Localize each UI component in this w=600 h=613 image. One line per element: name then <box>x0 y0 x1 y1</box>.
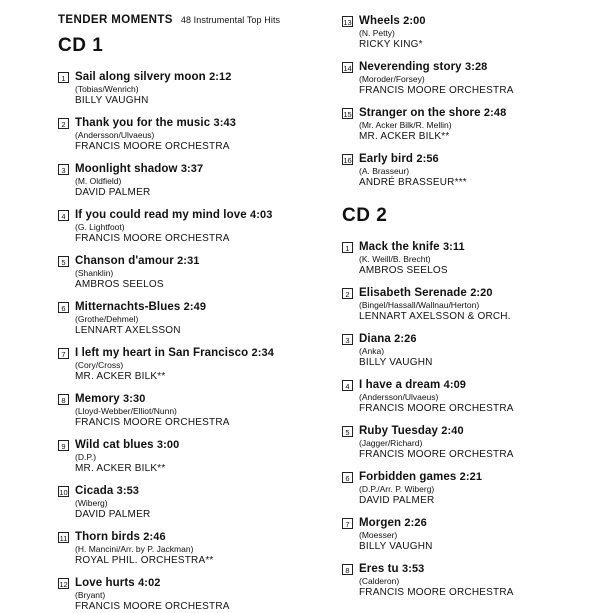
track-artist: FRANCIS MOORE ORCHESTRA <box>75 601 230 612</box>
track-artist: FRANCIS MOORE ORCHESTRA <box>359 449 514 460</box>
track-title: If you could read my mind love <box>75 209 247 221</box>
track-item <box>58 71 290 107</box>
track-artist: DAVID PALMER <box>75 187 151 198</box>
track-number: 11 <box>59 534 68 543</box>
track-credit: (N. Petty) <box>359 28 395 38</box>
track-time: 2:00 <box>403 15 426 27</box>
track-item <box>342 471 578 507</box>
track-item <box>58 301 290 337</box>
track-title-line <box>75 209 290 222</box>
track-artist: MR. ACKER BILK** <box>75 371 166 382</box>
track-credit: (Lloyd-Webber/Elliot/Nunn) <box>75 406 177 416</box>
track-time: 4:03 <box>250 209 273 221</box>
track-number: 4 <box>342 380 353 391</box>
track-item <box>58 439 290 475</box>
track-time: 2:26 <box>404 517 427 529</box>
track-time: 2:34 <box>251 347 274 359</box>
track-credit: (Mr. Acker Bilk/R. Mellin) <box>359 120 452 130</box>
track-credit: (Grothe/Dehmel) <box>75 314 139 324</box>
track-title-line <box>75 439 290 452</box>
track-time: 3:53 <box>401 563 425 575</box>
track-credit: (M. Oldfield) <box>75 176 122 186</box>
track-title-line <box>359 153 578 166</box>
track-number: 13 <box>343 18 352 27</box>
track-item <box>342 61 578 97</box>
track-title-line <box>75 485 290 498</box>
track-credit: (Moroder/Forsey) <box>359 74 425 84</box>
track-item <box>58 347 290 383</box>
track-artist: RICKY KING* <box>359 39 423 50</box>
track-title-line <box>359 563 578 576</box>
track-number: 5 <box>58 256 69 267</box>
track-number: 3 <box>342 334 353 345</box>
track-title: Mack the knife <box>359 241 440 253</box>
track-artist: FRANCIS MOORE ORCHESTRA <box>75 141 230 152</box>
track-credit: (Bryant) <box>75 590 106 600</box>
track-credit: (Calderon) <box>359 576 400 586</box>
track-credit: (Cory/Cross) <box>75 360 124 370</box>
track-artist: MR. ACKER BILK** <box>359 131 450 142</box>
track-title-line <box>359 517 578 530</box>
track-number: 6 <box>342 472 353 483</box>
track-time: 2:46 <box>143 531 166 543</box>
track-artist: AMBROS SEELOS <box>75 279 164 290</box>
track-time: 2:56 <box>416 153 439 165</box>
track-time: 3:11 <box>442 241 465 253</box>
disc-label-cd1: CD 1 <box>58 35 104 56</box>
track-credit: (D.P./Arr. P. Wiberg) <box>359 484 435 494</box>
track-artist: LENNART AXELSSON & ORCH. <box>359 311 511 322</box>
track-number: 4 <box>58 210 69 221</box>
track-artist: FRANCIS MOORE ORCHESTRA <box>359 403 514 414</box>
track-title: Ruby Tuesday <box>359 425 438 437</box>
track-number: 1 <box>342 242 353 253</box>
track-credit: (Tobias/Wenrich) <box>75 84 139 94</box>
track-artist: FRANCIS MOORE ORCHESTRA <box>359 587 514 598</box>
track-credit: (Moesser) <box>359 530 398 540</box>
track-title-line <box>359 241 578 254</box>
track-title: Elisabeth Serenade <box>359 287 467 299</box>
track-item <box>342 517 578 553</box>
track-artist: FRANCIS MOORE ORCHESTRA <box>359 85 514 96</box>
track-time: 3:00 <box>156 439 180 451</box>
track-title-line <box>359 107 578 120</box>
track-number: 9 <box>58 440 69 451</box>
track-time: 3:28 <box>464 61 488 73</box>
track-item <box>342 15 578 51</box>
track-credit: (K. Weill/B. Brecht) <box>359 254 431 264</box>
track-time: 3:43 <box>213 117 236 129</box>
track-title-line <box>359 425 578 438</box>
track-title-line <box>75 393 290 406</box>
track-credit: (Wiberg) <box>75 498 108 508</box>
track-time: 3:53 <box>116 485 140 497</box>
track-title-line <box>359 287 578 300</box>
track-title: Sail along silvery moon <box>75 71 206 83</box>
track-number: 8 <box>58 394 69 405</box>
track-item <box>58 255 290 291</box>
track-time: 4:02 <box>138 577 161 589</box>
track-artist: BILLY VAUGHN <box>75 95 149 106</box>
track-title: Forbidden games <box>359 471 457 483</box>
track-title-line <box>359 15 578 28</box>
track-credit: (Andersson/Ulvaeus) <box>75 130 155 140</box>
track-title-line <box>75 577 290 590</box>
track-title: I left my heart in San Francisco <box>75 347 249 359</box>
track-title: Moonlight shadow <box>75 163 178 175</box>
track-artist: DAVID PALMER <box>359 495 435 506</box>
track-credit: (Anka) <box>359 346 385 356</box>
track-item <box>342 153 578 189</box>
track-credit: (G. Lightfoot) <box>75 222 125 232</box>
track-title: Neverending story <box>359 61 462 73</box>
track-time: 2:12 <box>209 71 232 83</box>
track-number: 2 <box>342 288 353 299</box>
track-artist: FRANCIS MOORE ORCHESTRA <box>75 417 230 428</box>
album-header <box>58 14 290 26</box>
track-item <box>58 577 290 613</box>
track-number: 7 <box>58 348 69 359</box>
track-title: Stranger on the shore <box>359 107 481 119</box>
track-title: Cicada <box>75 485 114 497</box>
track-title-line <box>75 531 290 544</box>
track-title: I have a dream <box>359 379 441 391</box>
track-credit: (A. Brasseur) <box>359 166 410 176</box>
track-time: 3:30 <box>123 393 146 405</box>
track-artist: MR. ACKER BILK** <box>75 463 166 474</box>
track-item <box>58 209 290 245</box>
track-number: 10 <box>59 488 68 497</box>
track-title: Thank you for the music <box>75 117 211 129</box>
track-number: 14 <box>343 64 352 73</box>
track-item <box>342 241 578 277</box>
track-item <box>58 163 290 199</box>
track-title: Early bird <box>359 153 414 165</box>
track-number: 3 <box>58 164 69 175</box>
track-title: Diana <box>359 333 391 345</box>
album-subtitle: 48 Instrumental Top Hits <box>180 15 281 25</box>
track-number: 2 <box>58 118 69 129</box>
track-artist: FRANCIS MOORE ORCHESTRA <box>75 233 230 244</box>
disc-label-cd2: CD 2 <box>342 205 388 226</box>
track-number: 7 <box>342 518 353 529</box>
track-title: Love hurts <box>75 577 135 589</box>
track-item <box>342 333 578 369</box>
track-credit: (Jagger/Richard) <box>359 438 423 448</box>
track-item <box>342 379 578 415</box>
track-item <box>58 485 290 521</box>
track-item <box>58 393 290 429</box>
track-title-line <box>75 71 290 84</box>
track-title: Thorn birds <box>75 531 140 543</box>
track-artist: BILLY VAUGHN <box>359 541 433 552</box>
track-artist: DAVID PALMER <box>75 509 151 520</box>
track-artist: ROYAL PHIL. ORCHESTRA** <box>75 555 214 566</box>
track-artist: ANDRÉ BRASSEUR*** <box>359 177 467 188</box>
track-title: Wild cat blues <box>75 439 154 451</box>
track-item <box>58 117 290 153</box>
track-title-line <box>359 471 578 484</box>
track-title-line <box>75 117 290 130</box>
track-time: 2:48 <box>483 107 507 119</box>
track-credit: (D.P.) <box>75 452 97 462</box>
track-time: 2:49 <box>183 301 207 313</box>
track-title: Wheels <box>359 15 400 27</box>
track-title: Mitternachts-Blues <box>75 301 181 313</box>
track-number: 5 <box>342 426 353 437</box>
track-title: Chanson d'amour <box>75 255 174 267</box>
track-credit: (Andersson/Ulvaeus) <box>359 392 439 402</box>
track-number: 16 <box>343 156 352 165</box>
track-title: Morgen <box>359 517 402 529</box>
page-title: TENDER MOMENTS <box>58 14 173 26</box>
track-time: 2:40 <box>441 425 464 437</box>
track-item <box>342 425 578 461</box>
right-column <box>300 14 584 598</box>
track-number: 1 <box>58 72 69 83</box>
track-number: 8 <box>342 564 353 575</box>
track-title-line <box>75 301 290 314</box>
track-title-line <box>359 379 578 392</box>
track-title-line <box>75 255 290 268</box>
track-artist: LENNART AXELSSON <box>75 325 181 336</box>
track-number: 15 <box>343 110 352 119</box>
track-item <box>58 531 290 567</box>
track-time: 3:37 <box>180 163 204 175</box>
track-item <box>342 107 578 143</box>
track-credit: (Bingel/Hassall/Wallnau/Herton) <box>359 300 480 310</box>
track-artist: BILLY VAUGHN <box>359 357 433 368</box>
track-time: 2:31 <box>177 255 200 267</box>
track-item <box>342 287 578 323</box>
track-time: 2:21 <box>459 471 483 483</box>
left-column <box>16 14 300 612</box>
track-title-line <box>359 333 578 346</box>
track-credit: (H. Mancini/Arr. by P. Jackman) <box>75 544 194 554</box>
track-credit: (Shanklin) <box>75 268 114 278</box>
track-title: Eres tu <box>359 563 399 575</box>
track-time: 2:20 <box>470 287 493 299</box>
track-item <box>342 563 578 599</box>
track-time: 2:26 <box>394 333 417 345</box>
track-artist: AMBROS SEELOS <box>359 265 448 276</box>
track-title-line <box>75 347 290 360</box>
track-title-line <box>75 163 290 176</box>
track-title-line <box>359 61 578 74</box>
track-title: Memory <box>75 393 120 405</box>
track-number: 12 <box>59 580 68 589</box>
track-number: 6 <box>58 302 69 313</box>
track-time: 4:09 <box>443 379 467 391</box>
